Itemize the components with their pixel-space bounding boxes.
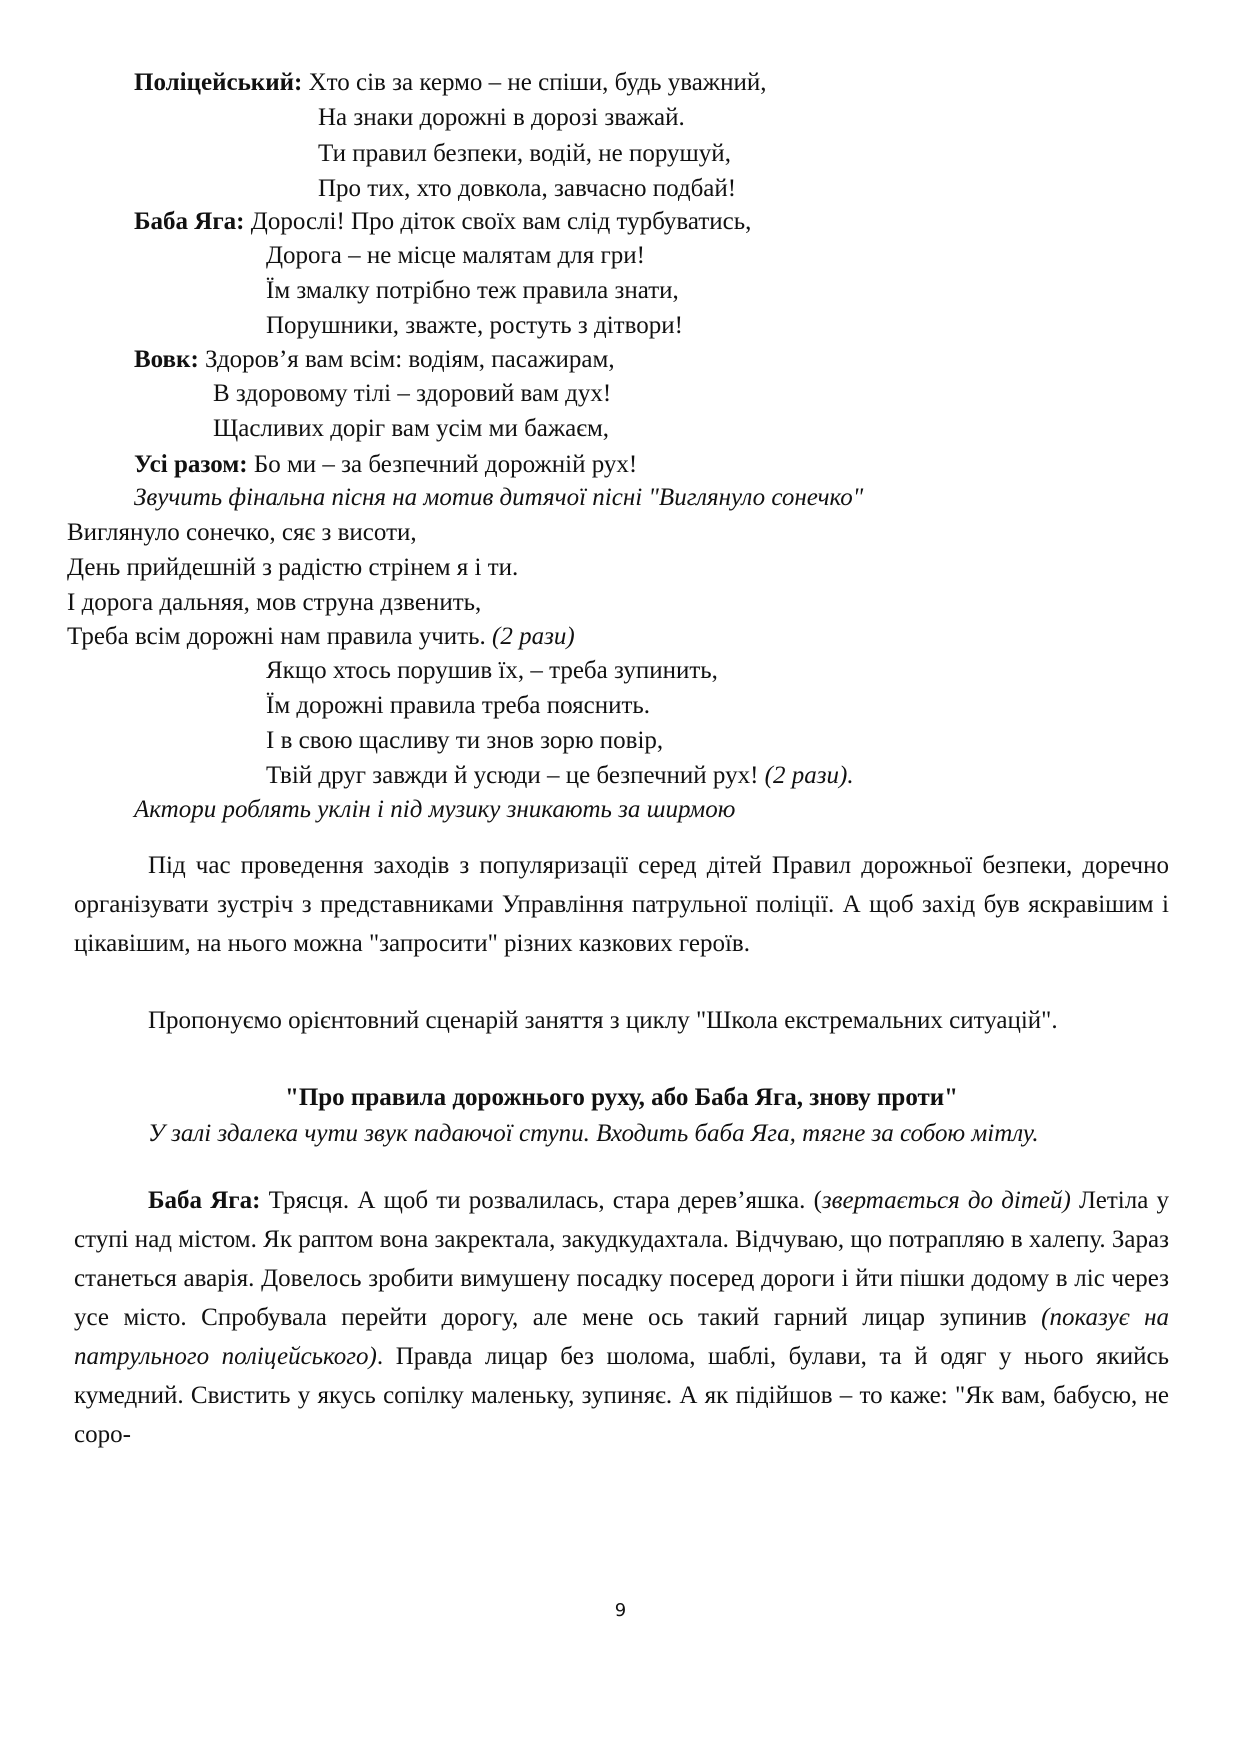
stage-aside: (показує на патрульного поліцейського) [74,1304,1169,1370]
song-text: Треба всім дорожні нам правила учить. [67,623,492,650]
stage-aside: звертається до дітей) [821,1187,1071,1214]
verse-line [134,450,637,480]
song-line: День прийдешній з радістю стрінем я і ти. [67,554,519,581]
speaker-name: Поліцейський: [134,69,303,96]
stage-direction: Звучить фінальна пісня на мотив дитячої пісні "Виглянуло сонечко" [134,484,864,511]
verse-line: Дорога – не місце малятам для гри! [266,242,645,269]
text-run: Летіла у ступі над містом. Як раптом вона закректала, закудкудахтала. Відчуваю, що потрапляю в халепу. Зараз станеться аварія. Довелось зробити вимушену посадку посеред дороги і йти пішки додому в ліс через усе місто. Спробувала перейти дорогу, але мене ось такий гарний лицар зупинив [74,1187,1169,1331]
song-line [67,622,575,652]
verse-line: В здоровому тілі – здоровий вам дух! [213,380,612,407]
text-run: Трясця. А щоб ти розвалилась, стара дерев’яшка. ( [260,1187,822,1214]
song-line: Якщо хтось порушив їх, – треба зупинить, [266,657,718,684]
verse-text: Дорослі! Про діток своїх вам слід турбуватись, [244,208,752,235]
speaker-name: Баба Яга: [148,1187,261,1214]
verse-line: Про тих, хто довкола, завчасно подбай! [318,175,737,202]
repeat-note: (2 рази) [492,623,575,650]
page-number: 9 [614,1600,627,1621]
section-heading: "Про правила дорожнього руху, або Баба Яга, знову проти" [284,1084,959,1111]
verse-text: Бо ми – за безпечний дорожній рух! [247,451,638,478]
verse-line: Щасливих доріг вам усім ми бажаєм, [213,415,610,442]
speaker-name: Усі разом: [134,451,248,478]
verse-line [134,345,615,375]
verse-text: Здоров’я вам всім: водіям, пасажирам, [198,346,615,373]
verse-line: Ти правил безпеки, водій, не порушуй, [318,140,731,167]
paragraph: Під час проведення заходів з популяризації серед дітей Правил дорожньої безпеки, доречно організувати зустріч з представниками Управління патрульної поліції. А щоб захід був яскравішим і цікавішим, на нього можна "запросити" різних казкових героїв. [74,852,1169,957]
song-line: Виглянуло сонечко, сяє з висоти, [67,519,417,546]
verse-line: Їм змалку потрібно теж правила знати, [266,277,679,304]
stage-direction: У залі здалека чути звук падаючої ступи. Входить баба Яга, тягне за собою мітлу. [148,1120,1039,1147]
repeat-note: (2 рази). [764,762,854,789]
song-line: І в свою щасливу ти знов зорю повір, [266,727,664,754]
text-run: . Правда лицар без шолома, шаблі, булави, та й одяг у нього якийсь кумедний. Свистить у якусь сопілку маленьку, зупиняє. А як підійшов – то каже: "Як вам, бабусю, не соро- [74,1343,1169,1448]
song-line: Їм дорожні правила треба пояснить. [266,692,651,719]
song-line: І дорога дальняя, мов струна дзвенить, [67,589,482,616]
paragraph [74,1181,1169,1454]
speaker-name: Вовк: [134,346,199,373]
verse-line: На знаки дорожні в дорозі зважай. [318,104,685,131]
verse-line [134,68,766,98]
song-line [266,761,854,791]
verse-line: Порушники, зважте, ростуть з дітвори! [266,312,683,339]
stage-direction: Актори роблять уклін і під музику зникають за ширмою [134,796,736,823]
verse-text: Хто сів за кермо – не спіши, будь уважний, [302,69,767,96]
speaker-name: Баба Яга: [134,208,245,235]
paragraph: Пропонуємо орієнтовний сценарій заняття з циклу "Школа екстремальних ситуацій". [148,1007,1058,1034]
song-text: Твій друг завжди й усюди – це безпечний рух! [266,762,765,789]
verse-line [134,207,751,237]
